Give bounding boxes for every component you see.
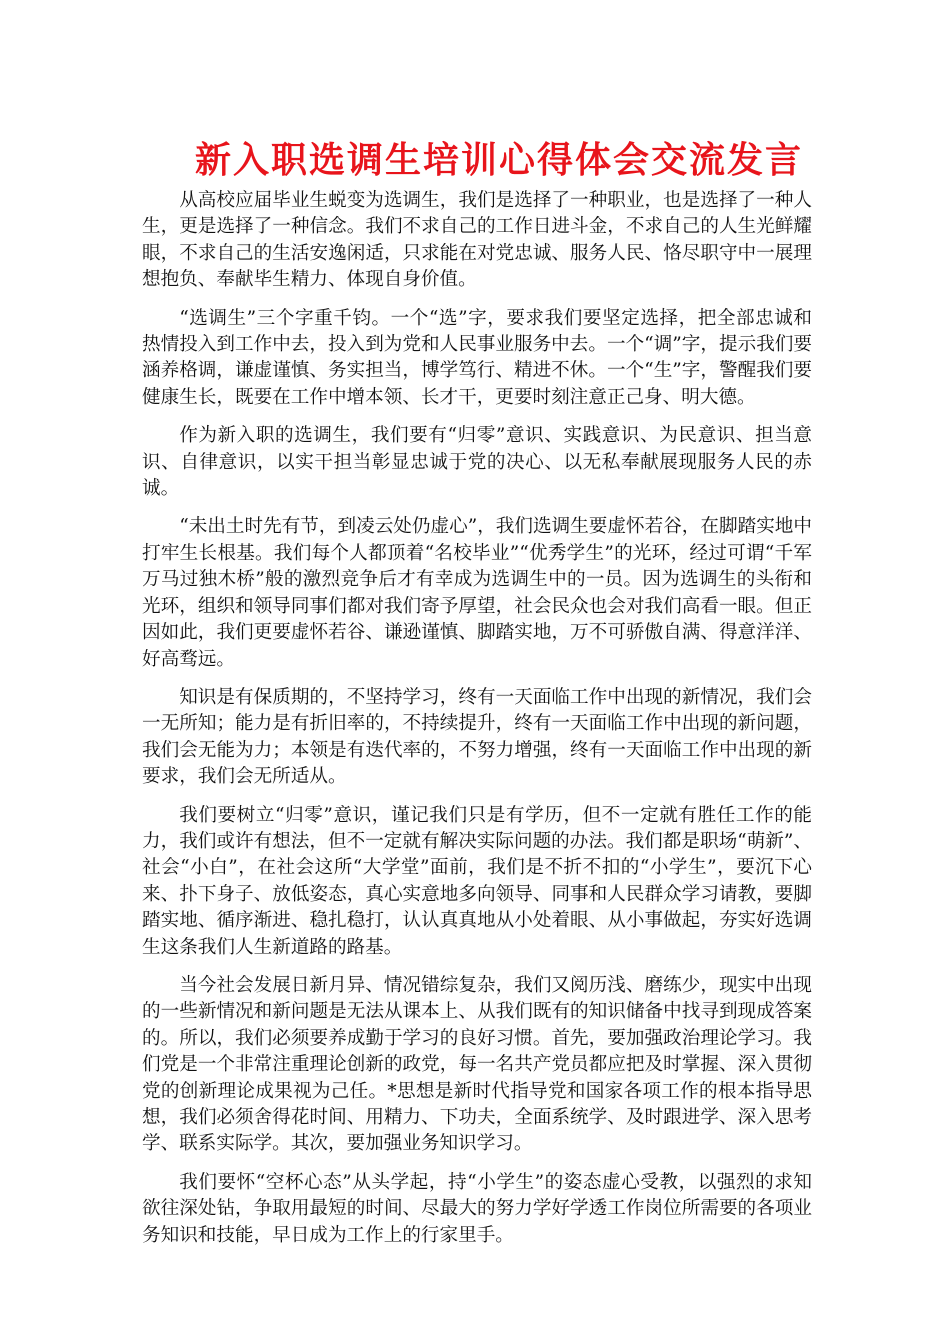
document-title: 新入职选调生培训心得体会交流发言 xyxy=(194,139,803,181)
paragraph-1: 从高校应届毕业生蜕变为选调生，我们是选择了一种职业，也是选择了一种人生，更是选择了一种信念。我们不求自己的工作日进斗金，不求自己的人生光鲜耀眼，不求自己的生活安逸闲适，只求能在对党忠诚、服务人民、恪尽职守中一展理想抱负、奉献毕生精力、体现自身价值。 xyxy=(142,190,812,291)
paragraph-7: 当今社会发展日新月异、情况错综复杂，我们又阅历浅、磨练少，现实中出现的一些新情况和新问题是无法从课本上、从我们既有的知识储备中找寻到现成答案的。所以，我们必须要养成勤于学习的良好习惯。首先，要加强政治理论学习。我们党是一个非常注重理论创新的政党，每一名共产党员都应把及时掌握、深入贯彻党的创新理论成果视为己任。*思想是新时代指导党和国家各项工作的根本指导思想，我们必须舍得花时间、用精力、下功夫，全面系统学、及时跟进学、深入思考学、联系实际学。其次，要加强业务知识学习。 xyxy=(142,974,812,1155)
document-body xyxy=(142,188,812,1261)
paragraph-5: 知识是有保质期的，不坚持学习，终有一天面临工作中出现的新情况，我们会一无所知；能力是有折旧率的，不持续提升，终有一天面临工作中出现的新问题，我们会无能为力；本领是有迭代率的，不努力增强，终有一天面临工作中出现的新要求，我们会无所适从。 xyxy=(142,686,812,788)
paragraph-8: 我们要怀“空杯心态”从头学起，持“小学生”的姿态虚心受教，以强烈的求知欲往深处钻，争取用最短的时间、尽最大的努力学好学透工作岗位所需要的各项业务知识和技能，早日成为工作上的行家里手。 xyxy=(142,1171,812,1246)
paragraph-6: 我们要树立“归零”意识，谨记我们只是有学历，但不一定就有胜任工作的能力，我们或许有想法，但不一定就有解决实际问题的办法。我们都是职场“萌新”、社会“小白”，在社会这所“大学堂”面前，我们是不折不扣的“小学生”，要沉下心来、扑下身子、放低姿态，真心实意地多向领导、同事和人民群众学习请教，要脚踏实地、循序渐进、稳扎稳打，认认真真地从小处着眼、从小事做起，夯实好选调生这条我们人生新道路的路基。 xyxy=(142,804,812,958)
paragraph-4: “未出土时先有节，到凌云处仍虚心”，我们选调生要虚怀若谷，在脚踏实地中打牢生长根基。我们每个人都顶着“名校毕业”“优秀学生”的光环，经过可谓“千军万马过独木桥”般的激烈竞争后才有幸成为选调生中的一员。因为选调生的头衔和光环，组织和领导同事们都对我们寄予厚望，社会民众也会对我们高看一眼。但正因如此，我们更要虚怀若谷、谦逊谨慎、脚踏实地，万不可骄傲自满、得意洋洋、好高骛远。 xyxy=(142,516,812,670)
paragraph-2: “选调生”三个字重千钧。一个“选”字，要求我们要坚定选择，把全部忠诚和热情投入到工作中去，投入到为党和人民事业服务中去。一个“调”字，提示我们要涵养格调，谦虚谨慎、务实担当，博学笃行、精进不休。一个“生”字，警醒我们要健康生长，既要在工作中增本领、长才干，更要时刻注意正己身、明大德。 xyxy=(142,307,812,408)
paragraph-3: 作为新入职的选调生，我们要有“归零”意识、实践意识、为民意识、担当意识、自律意识，以实干担当彰显忠诚于党的决心、以无私奉献展现服务人民的赤诚。 xyxy=(142,425,812,500)
